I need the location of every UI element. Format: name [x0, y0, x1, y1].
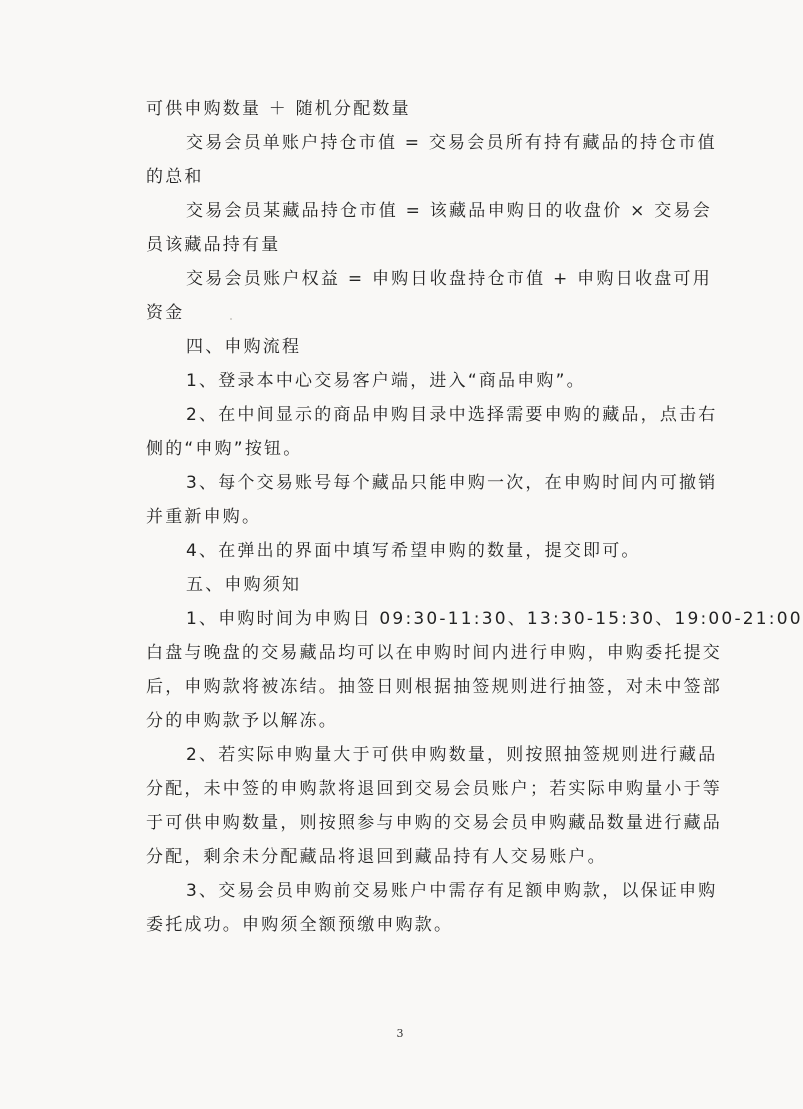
- text-line: 四、申购流程: [186, 337, 302, 357]
- text-line: 白盘与晚盘的交易藏品均可以在申购时间内进行申购，申购委托提交: [146, 643, 722, 663]
- text-line: 五、申购须知: [186, 575, 302, 595]
- text-line: 交易会员某藏品持仓市值 = 该藏品申购日的收盘价 × 交易会: [186, 201, 712, 221]
- text-line: 员该藏品持有量: [146, 235, 281, 255]
- text-line: 交易会员单账户持仓市值 = 交易会员所有持有藏品的持仓市值: [186, 133, 717, 153]
- text-line: 于可供申购数量，则按照参与申购的交易会员申购藏品数量进行藏品: [146, 813, 722, 833]
- scan-speck: [230, 318, 232, 320]
- text-line: 交易会员账户权益 = 申购日收盘持仓市值 + 申购日收盘可用: [186, 269, 712, 289]
- text-line: 2、在中间显示的商品申购目录中选择需要申购的藏品，点击右: [186, 405, 718, 425]
- document-body: [146, 92, 803, 942]
- text-line: 分的申购款予以解冻。: [146, 711, 338, 731]
- text-line: 侧的“申购”按钮。: [146, 439, 303, 459]
- text-line: 4、在弹出的界面中填写希望申购的数量，提交即可。: [186, 541, 641, 561]
- text-line: 的总和: [146, 167, 204, 187]
- page-number: 3: [396, 1027, 404, 1040]
- text-line: 后，申购款将被冻结。抽签日则根据抽签规则进行抽签，对未中签部: [146, 677, 722, 697]
- text-line: 分配，未中签的申购款将退回到交易会员账户；若实际申购量小于等: [146, 779, 722, 799]
- text-line: 委托成功。申购须全额预缴申购款。: [146, 915, 454, 935]
- text-line: 资金: [146, 303, 185, 323]
- text-line: 并重新申购。: [146, 507, 262, 527]
- text-line: 分配，剩余未分配藏品将退回到藏品持有人交易账户。: [146, 847, 607, 867]
- text-line: 1、登录本中心交易客户端，进入“商品申购”。: [186, 371, 586, 391]
- text-line: 可供申购数量 ＋ 随机分配数量: [146, 99, 411, 119]
- text-line: 1、申购时间为申购日 09:30-11:30、13:30-15:30、19:00-21:00: [186, 609, 803, 629]
- text-line: 3、交易会员申购前交易账户中需存有足额申购款，以保证申购: [186, 881, 718, 901]
- text-line: 2、若实际申购量大于可供申购数量，则按照抽签规则进行藏品: [186, 745, 718, 765]
- text-line: 3、每个交易账号每个藏品只能申购一次，在申购时间内可撤销: [186, 473, 718, 493]
